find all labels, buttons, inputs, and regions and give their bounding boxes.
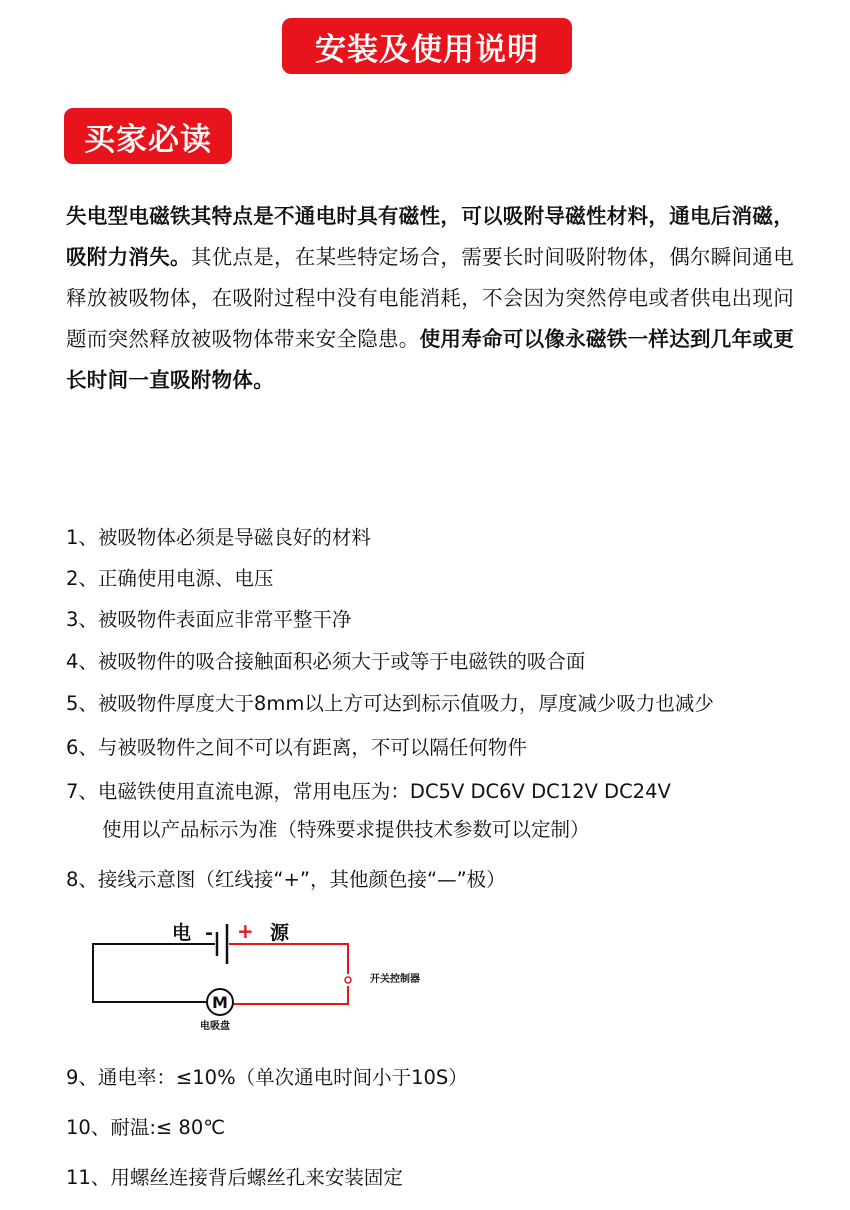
power-label-right: 源 — [270, 922, 290, 944]
intro-bold-1: 失电型电磁铁其特点是不通电时具有磁性，可以吸附导磁性材料，通电后消磁，吸附力消失。 — [66, 204, 794, 269]
item-text: 被吸物件表面应非常平整干净 — [97, 608, 352, 631]
buyer-must-read-badge: 买家必读 — [64, 108, 232, 164]
item-number: 4、 — [66, 650, 98, 673]
item-text: 被吸物体必须是导磁良好的材料 — [97, 526, 371, 549]
intro-paragraph — [66, 196, 796, 401]
wiring-diagram — [80, 906, 480, 1036]
list-item — [66, 864, 506, 892]
item-text: 耐温:≤ 80℃ — [110, 1116, 226, 1139]
list-item — [66, 604, 351, 632]
motor-label: 电吸盘 — [200, 1021, 230, 1032]
list-item — [66, 563, 273, 591]
list-item — [66, 1112, 225, 1140]
list-item — [66, 1162, 403, 1190]
plus-sign: + — [237, 919, 254, 943]
red-wire-2 — [232, 986, 348, 1004]
item-number: 6、 — [66, 736, 98, 759]
item-number: 3、 — [66, 608, 98, 631]
intro-bold-2: 使用寿命可以像永磁铁一样达到几年或更长时间一直吸附物体。 — [66, 327, 795, 392]
item-text: 与被吸物件之间不可以有距离，不可以隔任何物件 — [97, 736, 527, 759]
power-label-left: 电 — [172, 922, 192, 944]
page-title: 安装及使用说明 — [282, 18, 572, 74]
list-item — [66, 776, 671, 804]
list-item — [66, 732, 527, 760]
item-text: 正确使用电源、电压 — [97, 567, 274, 590]
item-text: 接线示意图（红线接“+”，其他颜色接“—”极） — [97, 868, 506, 891]
list-item — [66, 1062, 468, 1090]
item-number: 9、 — [66, 1066, 98, 1089]
list-item — [66, 522, 371, 550]
item-text: 电磁铁使用直流电源，常用电压为：DC5V DC6V DC12V DC24V — [97, 780, 671, 803]
item-text: 被吸物件厚度大于8mm以上方可达到标示值吸力，厚度减少吸力也减少 — [97, 692, 714, 715]
list-item — [66, 646, 585, 674]
black-wire — [93, 944, 215, 1002]
item-number: 8、 — [66, 868, 98, 891]
list-item-subline: 使用以产品标示为准（特殊要求提供技术参数可以定制） — [102, 818, 590, 841]
item-number: 1、 — [66, 526, 98, 549]
switch-label: 开关控制器 — [370, 974, 420, 985]
minus-sign: - — [205, 922, 213, 944]
red-wire — [229, 944, 348, 974]
motor-symbol: M — [212, 993, 228, 1012]
item-number: 7、 — [66, 780, 98, 803]
intro-normal-1: 其优点是，在某些特定场合，需要长时间吸附物体，偶尔瞬间通电释放被吸物体，在吸附过程中没有电能消耗，不会因为突然停电或者供电出现问题而突然释放被吸物体带来安全隐患。 — [66, 245, 795, 351]
item-text: 通电率：≤10%（单次通电时间小于10S） — [97, 1066, 468, 1089]
switch-contact — [345, 977, 351, 983]
item-text: 用螺丝连接背后螺丝孔来安装固定 — [110, 1166, 403, 1189]
list-item — [66, 688, 714, 716]
item-number: 5、 — [66, 692, 98, 715]
item-number: 11、 — [66, 1166, 111, 1189]
item-number: 2、 — [66, 567, 98, 590]
item-text: 被吸物件的吸合接触面积必须大于或等于电磁铁的吸合面 — [97, 650, 586, 673]
item-number: 10、 — [66, 1116, 111, 1139]
